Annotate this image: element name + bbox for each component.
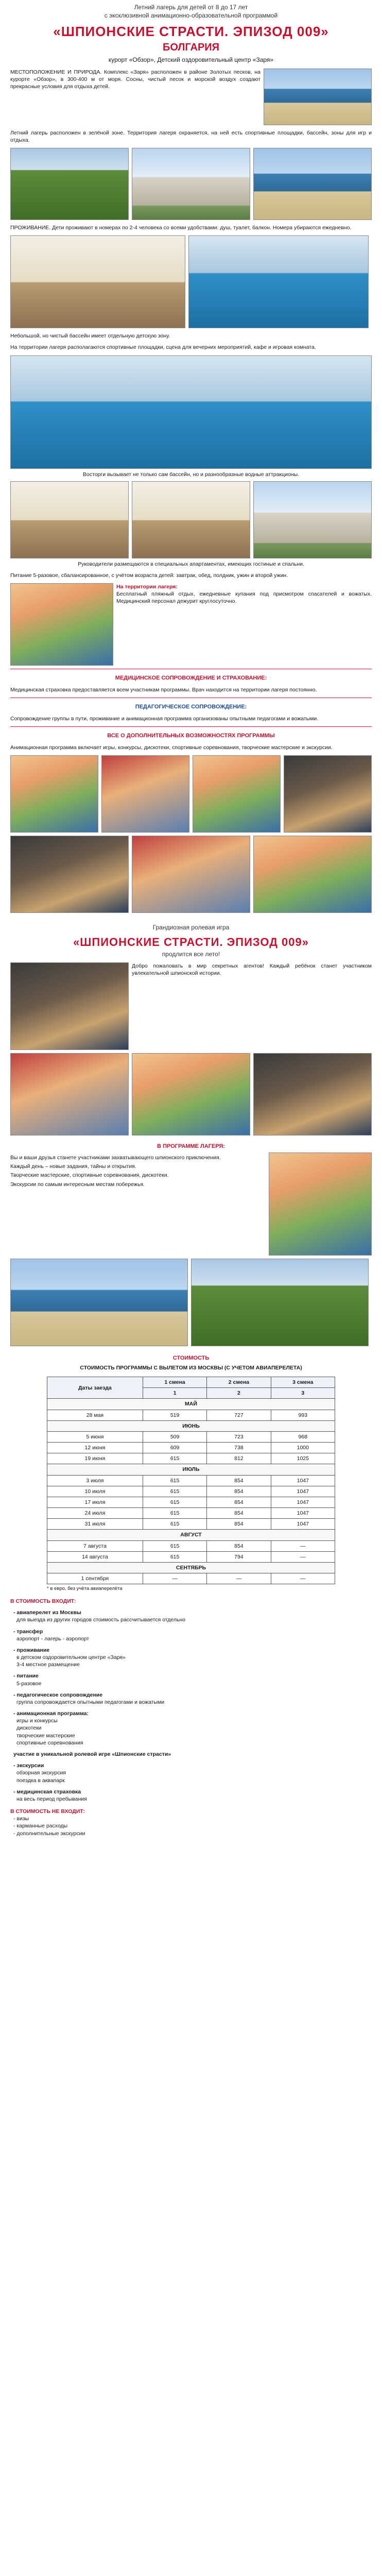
- price-value-cell: —: [207, 1573, 271, 1584]
- transfer-row: [10, 583, 372, 666]
- price-date-cell: 31 июля: [47, 1519, 143, 1530]
- page-title: «ШПИОНСКИЕ СТРАСТИ. ЭПИЗОД 009»: [53, 24, 329, 40]
- included-section: [10, 1598, 372, 1803]
- price-date-cell: 10 июля: [47, 1486, 143, 1497]
- included-groups: [13, 1609, 372, 1803]
- price-table-wrap: [47, 1377, 335, 1592]
- price-value-cell: 1047: [271, 1486, 335, 1497]
- included-group-head: - анимационная программа:: [13, 1710, 89, 1717]
- price-value-cell: 1025: [271, 1453, 335, 1464]
- price-value-cell: 738: [207, 1443, 271, 1453]
- price-month-row: [47, 1530, 335, 1540]
- price-value-cell: 854: [207, 1497, 271, 1507]
- included-group-head: участие в уникальной ролевой игре «Шпионские страсти»: [13, 1751, 171, 1757]
- game-title: «ШПИОНСКИЕ СТРАСТИ. ЭПИЗОД 009»: [73, 936, 309, 949]
- price-month-row: [47, 1420, 335, 1431]
- price-row: [47, 1475, 335, 1486]
- price-date-cell: 3 июля: [47, 1475, 143, 1486]
- program-row: [10, 1153, 372, 1256]
- photo-kids-1: [10, 583, 113, 666]
- program-item: Вы и ваши друзья станете участниками захватывающего шпионского приключения.: [10, 1154, 221, 1161]
- price-value-cell: 1047: [271, 1497, 335, 1507]
- th-shift1: 1 смена: [143, 1377, 206, 1388]
- transfer-text: Бесплатный пляжный отдых, ежедневные купания под присмотром спасателей и вожатых. Медицинский персонал дежурит круглосуточно.: [116, 591, 372, 605]
- included-group-head: - авиаперелет из Москвы: [13, 1609, 81, 1616]
- photo-activity-3: [193, 755, 281, 833]
- price-row: [47, 1453, 335, 1464]
- intro-p2: Летний лагерь расположен в зелёной зоне. Территория лагеря охраняется, на ней есть спортивные площадки, бассейн, зоны для игр и отдыха.: [10, 129, 372, 143]
- price-value-cell: 854: [207, 1475, 271, 1486]
- header-line2: с эксклюзивной анимационно-образовательной программой: [104, 12, 278, 20]
- price-value-cell: —: [143, 1573, 206, 1584]
- photo-row-3: [10, 481, 372, 558]
- price-month-label: МАЙ: [47, 1399, 335, 1410]
- not-included-section: [10, 1808, 372, 1837]
- price-value-cell: 727: [207, 1410, 271, 1420]
- included-group-item: спортивные соревнования: [16, 1739, 83, 1746]
- price-row: [47, 1508, 335, 1519]
- price-row: [47, 1540, 335, 1551]
- included-group-item: дискотеки: [16, 1725, 42, 1732]
- photo-game-3: [132, 1053, 250, 1136]
- photo-apartment-1: [10, 481, 129, 558]
- program-item: Экскурсии по самым интересным местам побережья.: [10, 1181, 145, 1188]
- not-included-title: В СТОИМОСТЬ НЕ ВХОДИТ:: [10, 1808, 85, 1815]
- med-title: МЕДИЦИНСКОЕ СОПРОВОЖДЕНИЕ И СТРАХОВАНИЕ:: [115, 675, 267, 682]
- included-group-head: - педагогическое сопровождение: [13, 1691, 103, 1698]
- header: [10, 0, 372, 64]
- included-group-head: - трансфер: [13, 1628, 43, 1635]
- included-group-item: аэропорт - лагерь - аэропорт: [16, 1635, 90, 1642]
- price-value-cell: 1047: [271, 1508, 335, 1519]
- med-text: Медицинская страховка предоставляется всем участникам программы. Врач находится на территории лагеря постоянно.: [10, 686, 317, 693]
- price-value-cell: 968: [271, 1431, 335, 1442]
- price-date-cell: 17 июля: [47, 1497, 143, 1507]
- resort-line: курорт «Обзор», Детский оздоровительный центр «Заря»: [108, 56, 274, 64]
- transfer-title: На территории лагеря:: [116, 584, 178, 590]
- photo-activity-1: [10, 755, 98, 833]
- photo-pool-wide: [10, 355, 372, 469]
- intro-p4: Небольшой, но чистый бассейн имеет отдельную детскую зону.: [10, 333, 170, 340]
- price-date-cell: 7 августа: [47, 1540, 143, 1551]
- photo-beach: [264, 69, 372, 125]
- included-group-head: - питание: [13, 1673, 39, 1680]
- header-line1: Летний лагерь для детей от 8 до 17 лет: [134, 4, 248, 11]
- photo-activity-4: [284, 755, 372, 833]
- divider: [10, 726, 372, 727]
- photo-territory: [10, 148, 129, 220]
- game-row: [10, 962, 372, 1050]
- intro-p1: МЕСТОПОЛОЖЕНИЕ И ПРИРОДА. Комплекс «Заря» расположен в районе Золотых песков, на курорте «Обзор», в 300-400 м от моря. Сосны, чистый песок и морской воздух создают прекрасные условия для отдыха детей.: [10, 69, 261, 90]
- program-item: Каждый день – новые задания, тайны и открытия.: [10, 1163, 136, 1170]
- photo-pool: [188, 235, 369, 328]
- price-value-cell: 609: [143, 1443, 206, 1453]
- price-date-cell: 14 августа: [47, 1551, 143, 1562]
- included-group-item: для выезда из других городов стоимость рассчитывается отдельно: [16, 1617, 186, 1623]
- included-group-head: - проживание: [13, 1647, 50, 1653]
- price-value-cell: 794: [207, 1551, 271, 1562]
- price-date-cell: 28 мая: [47, 1410, 143, 1420]
- price-value-cell: —: [271, 1540, 335, 1551]
- photo-apartment-3: [253, 481, 372, 558]
- caption-pool: Восторги вызывает не только сам бассейн, но и разнообразные водные аттракционы.: [82, 471, 300, 478]
- th-sub1: 1: [143, 1388, 206, 1399]
- photo-activity-2: [101, 755, 189, 833]
- price-value-cell: 615: [143, 1551, 206, 1562]
- included-group-item: 3-4 местное размещение: [16, 1662, 80, 1668]
- price-value-cell: 615: [143, 1540, 206, 1551]
- price-value-cell: 723: [207, 1431, 271, 1442]
- included-group-item: 5-разовое: [16, 1680, 42, 1687]
- included-group-item: обзорная экскурсия: [16, 1770, 66, 1776]
- price-date-cell: 5 июня: [47, 1431, 143, 1442]
- included-group-item: поездка в аквапарк: [16, 1777, 65, 1784]
- intro-p3: ПРОЖИВАНИЕ. Дети проживают в номерах по 2-4 человека со всеми удобствами: душ, туалет, балкон. Номера убираются ежедневно.: [10, 225, 352, 231]
- price-note: * в евро, без учёта авиаперелёта: [47, 1586, 123, 1592]
- included-group-head: - медицинская страховка: [13, 1788, 81, 1795]
- price-value-cell: 615: [143, 1486, 206, 1497]
- price-value-cell: 854: [207, 1486, 271, 1497]
- price-value-cell: 615: [143, 1508, 206, 1519]
- photo-row-7: [10, 1259, 372, 1346]
- intro-p6: Питание 5-разовое, сбалансированное, с учётом возраста детей: завтрак, обед, полдник, ужин и второй ужин.: [10, 572, 288, 579]
- included-title: В СТОИМОСТЬ ВХОДИТ:: [10, 1598, 76, 1605]
- photo-sea-view: [253, 148, 372, 220]
- price-date-cell: 19 июня: [47, 1453, 143, 1464]
- not-included-item: - визы: [13, 1816, 29, 1822]
- transfer-block: [116, 583, 372, 666]
- game-header: [10, 920, 372, 958]
- price-subtitle: СТОИМОСТЬ ПРОГРАММЫ С ВЫЛЕТОМ ИЗ МОСКВЫ (С УЧЕТОМ АВИАПЕРЕЛЕТА): [80, 1364, 302, 1371]
- price-month-label: АВГУСТ: [47, 1530, 335, 1540]
- price-value-cell: 854: [207, 1508, 271, 1519]
- price-value-cell: —: [271, 1573, 335, 1584]
- th-sub2: 2: [207, 1388, 271, 1399]
- program-title: В ПРОГРАММЕ ЛАГЕРЯ:: [157, 1143, 225, 1150]
- price-value-cell: 854: [207, 1519, 271, 1530]
- caption-apartments: Руководители размещаются в специальных апартаментах, имеющих гостиные и спальни.: [78, 561, 304, 567]
- included-group-item: в детском оздоровительном центре «Заря»: [16, 1654, 126, 1661]
- photo-row-2: [10, 235, 372, 328]
- th-shift3: 3 смена: [271, 1377, 335, 1388]
- photo-game-4: [253, 1053, 372, 1136]
- price-value-cell: —: [271, 1551, 335, 1562]
- intro-p5: На территории лагеря располагаются спортивные площадки, сцена для вечерних мероприятий, кафе и игровая комната.: [10, 344, 316, 351]
- price-row: [47, 1486, 335, 1497]
- price-row: [47, 1519, 335, 1530]
- game-line3: продлится все лето!: [162, 950, 220, 958]
- not-included-item: - карманные расходы: [13, 1823, 68, 1829]
- photo-game-2: [10, 1053, 129, 1136]
- program-item: Творческие мастерские, спортивные соревнования, дискотеки.: [10, 1172, 169, 1179]
- program-list: [10, 1153, 266, 1256]
- price-row: [47, 1573, 335, 1584]
- th-sub3: 3: [271, 1388, 335, 1399]
- included-group-item: на весь период пребывания: [16, 1795, 87, 1802]
- price-row: [47, 1431, 335, 1442]
- price-title: СТОИМОСТЬ: [172, 1354, 210, 1361]
- price-month-label: СЕНТЯБРЬ: [47, 1562, 335, 1573]
- price-value-cell: 1047: [271, 1519, 335, 1530]
- included-group-item: игры и конкурсы: [16, 1718, 58, 1724]
- price-month-row: [47, 1464, 335, 1475]
- included-group-item: группа сопровождается опытными педагогами и вожатыми: [16, 1699, 165, 1705]
- photo-disco-3: [253, 836, 372, 913]
- photo-disco-2: [132, 836, 250, 913]
- price-value-cell: 509: [143, 1431, 206, 1442]
- price-value-cell: 519: [143, 1410, 206, 1420]
- included-group-item: творческие мастерские: [16, 1732, 75, 1739]
- price-month-label: ИЮЛЬ: [47, 1464, 335, 1475]
- price-value-cell: 1000: [271, 1443, 335, 1453]
- price-month-row: [47, 1399, 335, 1410]
- photo-row-1: [10, 148, 372, 220]
- price-value-cell: 812: [207, 1453, 271, 1464]
- th-dates: Даты заезда: [47, 1377, 143, 1399]
- price-row: [47, 1551, 335, 1562]
- photo-apartment-2: [132, 481, 250, 558]
- price-date-cell: 12 июня: [47, 1443, 143, 1453]
- dop-title: ВСЕ О ДОПОЛНИТЕЛЬНЫХ ВОЗМОЖНОСТЯХ ПРОГРАММЫ: [107, 733, 275, 739]
- photo-disco-1: [10, 836, 129, 913]
- photo-game-1: [10, 962, 129, 1050]
- price-value-cell: 1047: [271, 1475, 335, 1486]
- price-value-cell: 615: [143, 1497, 206, 1507]
- price-row: [47, 1497, 335, 1507]
- included-group-head: - экскурсии: [13, 1762, 44, 1769]
- price-date-cell: 24 июля: [47, 1508, 143, 1519]
- country-title: БОЛГАРИЯ: [162, 42, 220, 54]
- photo-row-5: [10, 836, 372, 913]
- price-row: [47, 1443, 335, 1453]
- photo-program: [269, 1153, 372, 1256]
- game-line1: Грандиозная ролевая игра: [152, 924, 230, 931]
- price-value-cell: 854: [207, 1540, 271, 1551]
- price-value-cell: 615: [143, 1453, 206, 1464]
- not-included-item: - дополнительные экскурсии: [13, 1830, 85, 1837]
- photo-room: [10, 235, 185, 328]
- ped-text: Сопровождение группы в пути, проживание и анимационная программа организованы опытными педагогами и вожатыми.: [10, 715, 319, 722]
- price-value-cell: 615: [143, 1475, 206, 1486]
- photo-building: [132, 148, 250, 220]
- price-date-cell: 1 сентября: [47, 1573, 143, 1584]
- photo-excursion-1: [10, 1259, 188, 1346]
- dop-text: Анимационная программа включает игры, конкурсы, дискотеки, спортивные соревнования, творческие мастерские и экскурсии.: [10, 744, 333, 751]
- price-body: [47, 1399, 335, 1584]
- photo-row-6: [10, 1053, 372, 1136]
- price-month-row: [47, 1562, 335, 1573]
- photo-row-4: [10, 755, 372, 833]
- ped-title: ПЕДАГОГИЧЕСКОЕ СОПРОВОЖДЕНИЕ:: [135, 704, 247, 710]
- price-month-label: ИЮНЬ: [47, 1420, 335, 1431]
- price-row: [47, 1410, 335, 1420]
- photo-excursion-2: [191, 1259, 369, 1346]
- th-shift2: 2 смена: [207, 1377, 271, 1388]
- price-value-cell: 615: [143, 1519, 206, 1530]
- price-value-cell: 993: [271, 1410, 335, 1420]
- game-text: Добро пожаловать в мир секретных агентов! Каждый ребёнок станет участником увлекательной шпионской истории.: [132, 963, 372, 977]
- intro-row: [10, 69, 372, 125]
- price-table: [47, 1377, 335, 1584]
